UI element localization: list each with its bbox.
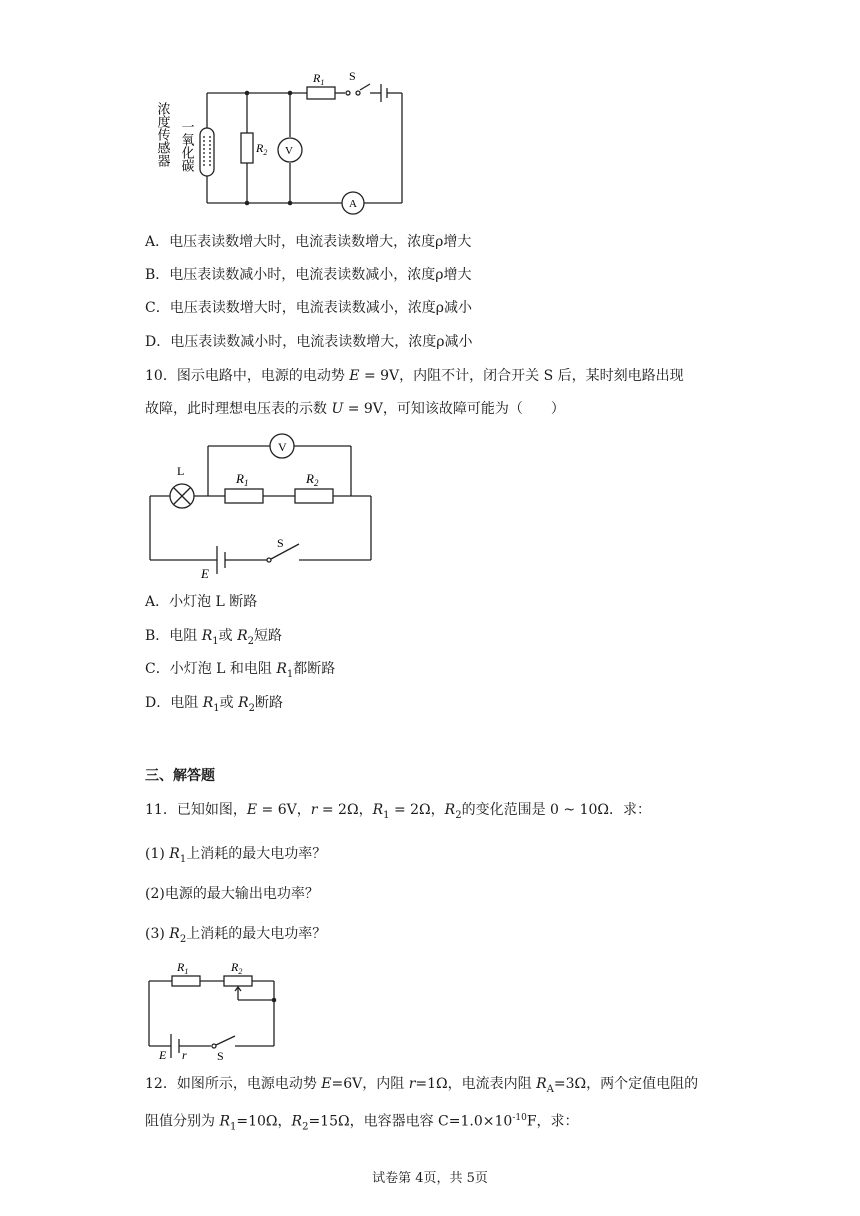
voltmeter-label: V	[278, 440, 287, 454]
r1-label: $R_1$	[236, 471, 249, 488]
q10-stem-line1: 10．图示电路中，电源的电动势 E = 9V，内阻不计，闭合开关 S 后，某时刻电路出现	[145, 368, 684, 384]
q11-sub3: (3) $R_2$上消耗的最大电功率？	[145, 926, 327, 945]
voltmeter-label: V	[285, 145, 293, 157]
q10-circuit-diagram	[145, 428, 380, 580]
r1-label: $R_1$	[313, 71, 325, 87]
q12-stem-line2: 阻值分别为 $R_1=10\Omega$，$R_2=15\Omega$，电容器电容 $C=1.0\times 10^{-10}F$，求：	[145, 1113, 579, 1133]
switch-label: S	[277, 536, 284, 550]
q12-stem-line1: 12．如图所示，电源电动势 E=6V，内阻 r=1Ω，电流表内阻 $R_A=3\Omega$，两个定值电阻的	[145, 1076, 699, 1095]
internal-r-label: r	[182, 1048, 187, 1062]
q10-option-c: C．小灯泡 L 和电阻 $R_1$都断路	[145, 661, 336, 680]
q9-option-c: C．电压表读数增大时，电流表读数减小，浓度ρ减小	[145, 300, 472, 316]
emf-label: E	[159, 1048, 167, 1062]
r2-label: $R_2$	[231, 960, 243, 976]
sensor-label-right: 一氧化碳	[179, 120, 195, 172]
sensor-label-left: 浓度传感器	[155, 102, 171, 167]
q9-option-a: A．电压表读数增大时，电流表读数增大，浓度ρ增大	[145, 234, 472, 250]
page-footer: 试卷第 4页，共 5页	[372, 1171, 488, 1186]
q9-option-d: D．电压表读数减小时，电流表读数增大，浓度ρ减小	[145, 334, 473, 350]
co-sensor-circuit-diagram	[145, 62, 415, 222]
q10-option-b: B．电阻 $R_1$或 $R_2$短路	[145, 628, 283, 647]
r2-label: $R_2$	[256, 141, 268, 157]
q11-stem: 11．已知如图，E = 6V，r = 2Ω，$R_1 = 2\Omega$，$R_2$的变化范围是 0 ~ 10Ω．求：	[145, 802, 651, 821]
q11-sub1: (1) $R_1$上消耗的最大电功率？	[145, 846, 327, 865]
q11-sub2: (2)电源的最大输出电功率？	[145, 886, 319, 902]
switch-label: S	[217, 1049, 224, 1062]
q9-option-b: B．电压表读数减小时，电流表读数减小，浓度ρ增大	[145, 267, 472, 283]
section-title: 三、解答题	[145, 768, 215, 784]
q10-option-a: A．小灯泡 L 断路	[145, 594, 258, 610]
ammeter-label: A	[349, 198, 357, 210]
q10-stem-line2: 故障，此时理想电压表的示数 U = 9V，可知该故障可能为（ ）	[145, 401, 565, 417]
r1-label: $R_1$	[177, 960, 189, 976]
emf-label: E	[201, 566, 209, 580]
q10-option-d: D．电阻 $R_1$或 $R_2$断路	[145, 695, 283, 714]
lamp-label: L	[177, 464, 185, 478]
q11-circuit-diagram	[145, 958, 285, 1062]
r2-label: $R_2$	[306, 471, 319, 488]
switch-label: S	[349, 69, 356, 83]
